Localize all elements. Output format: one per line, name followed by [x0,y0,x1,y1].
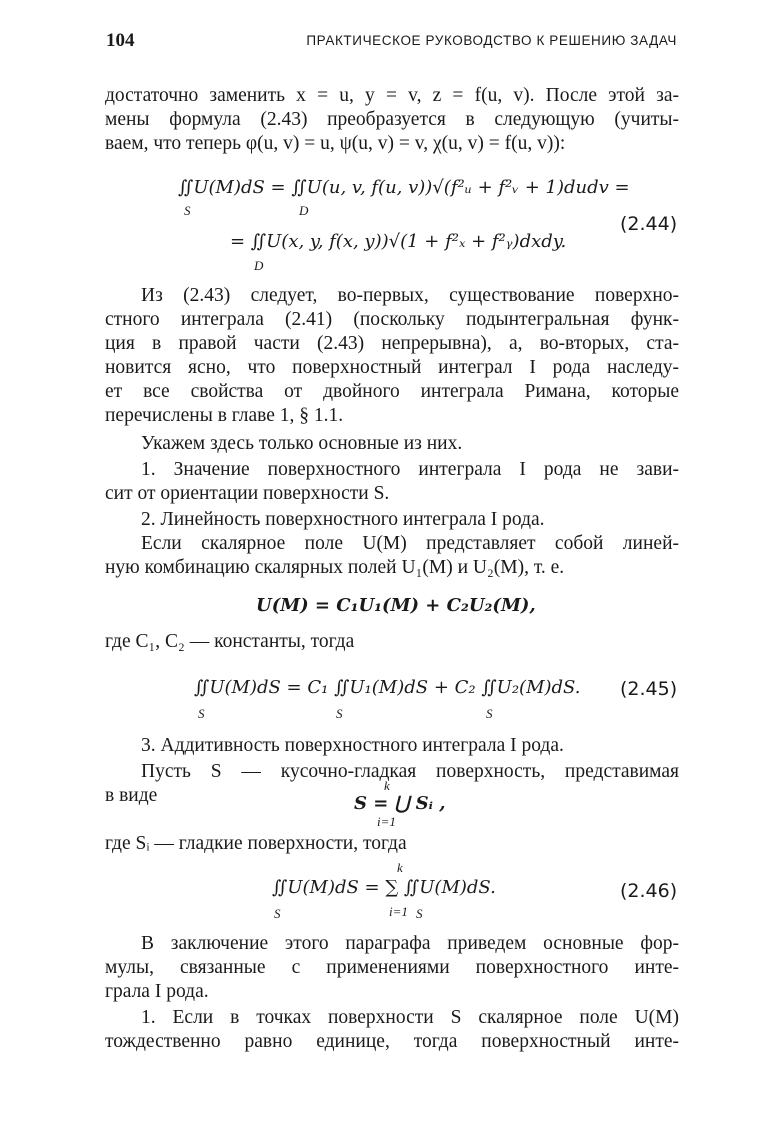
text-line: 1. Значение поверхностного интеграла I рода не зави- [141,459,679,480]
equation-2-44-line2: = ∬U(x, y, f(x, y))√(1 + f²ₓ + f²ᵧ)dxdy. [230,231,567,252]
integral-domain-label: S [486,706,493,721]
equation-2-45: ∬U(M)dS = C₁ ∬U₁(M)dS + C₂ ∬U₂(M)dS. [194,677,581,698]
text-line: Из (2.43) следует, во-первых, существование поверхно- [141,285,679,306]
sum-upper-limit: k [397,860,403,875]
text-line: мены формула (2.43) преобразуется в следующую (учиты- [105,109,679,130]
text-line: стного интеграла (2.41) (поскольку подынтегральная функ- [105,309,679,330]
integral-domain-label: S [274,906,281,921]
equation-2-46: ∬U(M)dS = ∑ ∬U(M)dS. [272,877,496,898]
running-title: ПРАКТИЧЕСКОЕ РУКОВОДСТВО К РЕШЕНИЮ ЗАДАЧ [306,33,677,48]
integral-domain-label: S [184,203,191,218]
text-line: где C₁, C₂ — константы, тогда [105,631,355,652]
text-line: где Sᵢ — гладкие поверхности, тогда [105,833,407,854]
equation-number: (2.44) [620,213,678,235]
text-line: в виде [105,785,158,806]
equation-number: (2.45) [620,678,678,700]
text-line: Пусть S — кусочно-гладкая поверхность, представимая [141,761,679,782]
integral-domain-label: D [254,258,264,273]
text-line: ваем, что теперь φ(u, v) = u, ψ(u, v) = v, χ(u, v) = f(u, v)): [105,133,566,154]
text-line: сит от ориентации поверхности S. [105,483,390,504]
text-line: В заключение этого параграфа приведем основные фор- [141,933,679,954]
sum-lower-limit: i=1 [389,904,408,919]
equation-number: (2.46) [620,880,678,902]
text-line: ет все свойства от двойного интеграла Римана, которые [105,381,679,402]
text-line: ную комбинацию скалярных полей U₁(M) и U₂(M), т. е. [105,557,565,578]
text-line: тождественно равно единице, тогда поверхностный инте- [105,1031,679,1052]
text-line: ция в правой части (2.43) непрерывна), а, во-вторых, ста- [105,333,679,354]
text-line: Укажем здесь только основные из них. [141,433,463,454]
page-number: 104 [106,30,135,51]
integral-domain-label: S [416,906,423,921]
integral-domain-label: S [198,706,205,721]
integral-domain-label: S [336,706,343,721]
equation-linear-combination: U(M) = C₁U₁(M) + C₂U₂(M), [256,595,536,616]
text-line: 3. Аддитивность поверхностного интеграла I рода. [141,735,564,756]
text-line: новится ясно, что поверхностный интеграл I рода наследу- [105,357,679,378]
union-upper-limit: k [384,778,390,793]
union-lower-limit: i=1 [377,814,396,829]
equation-union: S = ⋃ Sᵢ , [354,793,446,814]
text-line: грала I рода. [105,981,209,1002]
text-line: 1. Если в точках поверхности S скалярное поле U(M) [141,1007,679,1028]
equation-2-44-line1: ∬U(M)dS = ∬U(u, v, f(u, v))√(f²ᵤ + f²ᵥ + 1)dudv = [178,177,630,198]
text-line: мулы, связанные с применениями поверхностного инте- [105,957,679,978]
text-line: перечислены в главе 1, § 1.1. [105,405,344,426]
text-line: достаточно заменить x = u, y = v, z = f(u, v). После этой за- [105,85,679,106]
integral-domain-label: D [299,203,309,218]
text-line: Если скалярное поле U(M) представляет собой линей- [141,533,679,554]
text-line: 2. Линейность поверхностного интеграла I рода. [141,509,545,530]
